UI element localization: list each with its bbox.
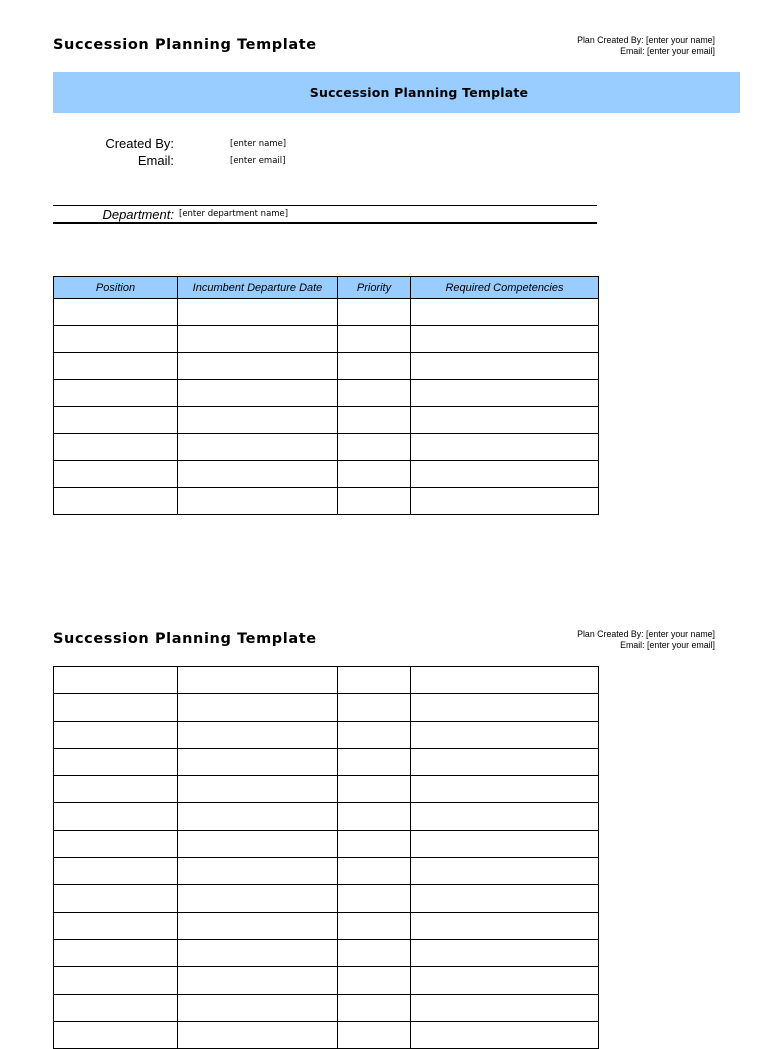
department-bottom-rule	[53, 222, 597, 224]
table-row	[54, 299, 599, 326]
table-row	[54, 803, 599, 830]
priority-cell[interactable]	[338, 488, 411, 515]
priority-cell[interactable]	[338, 326, 411, 353]
competencies-cell[interactable]	[411, 380, 599, 407]
competencies-cell[interactable]	[411, 353, 599, 380]
priority-cell[interactable]	[338, 1021, 411, 1048]
page2-created-by-text: Plan Created By: [enter your name]	[577, 629, 715, 639]
departure-date-cell[interactable]	[178, 721, 338, 748]
table-row	[54, 434, 599, 461]
competencies-cell[interactable]	[411, 721, 599, 748]
competencies-cell[interactable]	[411, 803, 599, 830]
position-cell[interactable]	[54, 1021, 178, 1048]
column-header-priority: Priority	[338, 277, 411, 299]
priority-cell[interactable]	[338, 830, 411, 857]
succession-table-body	[54, 299, 599, 515]
departure-date-cell[interactable]	[178, 299, 338, 326]
priority-cell[interactable]	[338, 434, 411, 461]
table-row	[54, 326, 599, 353]
position-cell[interactable]	[54, 299, 178, 326]
departure-date-cell[interactable]	[178, 694, 338, 721]
departure-date-cell[interactable]	[178, 461, 338, 488]
departure-date-cell[interactable]	[178, 407, 338, 434]
competencies-cell[interactable]	[411, 858, 599, 885]
departure-date-cell[interactable]	[178, 488, 338, 515]
priority-cell[interactable]	[338, 353, 411, 380]
page2-creator-block	[577, 629, 715, 651]
table-row	[54, 353, 599, 380]
page2-email-text: Email: [enter your email]	[620, 640, 715, 650]
competencies-cell[interactable]	[411, 830, 599, 857]
table-row	[54, 667, 599, 694]
position-cell[interactable]	[54, 434, 178, 461]
priority-cell[interactable]	[338, 667, 411, 694]
position-cell[interactable]	[54, 407, 178, 434]
table-row	[54, 994, 599, 1021]
priority-cell[interactable]	[338, 776, 411, 803]
position-cell[interactable]	[54, 912, 178, 939]
competencies-cell[interactable]	[411, 1021, 599, 1048]
competencies-cell[interactable]	[411, 885, 599, 912]
plan-creator-block	[577, 35, 715, 57]
banner-title: Succession Planning Template	[309, 85, 529, 100]
competencies-cell[interactable]	[411, 776, 599, 803]
competencies-cell[interactable]	[411, 994, 599, 1021]
priority-cell[interactable]	[338, 407, 411, 434]
departure-date-cell[interactable]	[178, 803, 338, 830]
departure-date-cell[interactable]	[178, 434, 338, 461]
position-cell[interactable]	[54, 885, 178, 912]
column-header-position: Position	[54, 277, 178, 299]
departure-date-cell[interactable]	[178, 380, 338, 407]
department-value[interactable]: [enter department name]	[179, 209, 289, 219]
position-cell[interactable]	[54, 326, 178, 353]
priority-cell[interactable]	[338, 721, 411, 748]
table-row	[54, 488, 599, 515]
priority-cell[interactable]	[338, 299, 411, 326]
position-cell[interactable]	[54, 830, 178, 857]
priority-cell[interactable]	[338, 461, 411, 488]
competencies-cell[interactable]	[411, 939, 599, 966]
position-cell[interactable]	[54, 858, 178, 885]
departure-date-cell[interactable]	[178, 830, 338, 857]
departure-date-cell[interactable]	[178, 1021, 338, 1048]
priority-cell[interactable]	[338, 939, 411, 966]
column-header-departure-date: Incumbent Departure Date	[178, 277, 338, 299]
table-row	[54, 461, 599, 488]
priority-cell[interactable]	[338, 380, 411, 407]
position-cell[interactable]	[54, 967, 178, 994]
priority-cell[interactable]	[338, 994, 411, 1021]
competencies-cell[interactable]	[411, 667, 599, 694]
departure-date-cell[interactable]	[178, 667, 338, 694]
plan-email-text: Email: [enter your email]	[620, 46, 715, 56]
competencies-cell[interactable]	[411, 326, 599, 353]
departure-date-cell[interactable]	[178, 967, 338, 994]
table-row	[54, 407, 599, 434]
table-row	[54, 1021, 599, 1048]
created-by-value[interactable]: [enter name]	[230, 139, 287, 149]
departure-date-cell[interactable]	[178, 748, 338, 775]
competencies-cell[interactable]	[411, 461, 599, 488]
competencies-cell[interactable]	[411, 488, 599, 515]
page-title: Succession Planning Template	[53, 37, 317, 53]
position-cell[interactable]	[54, 748, 178, 775]
created-by-label: Created By:	[105, 136, 174, 151]
column-header-competencies: Required Competencies	[411, 277, 599, 299]
table-header-row	[54, 277, 599, 299]
table-row	[54, 776, 599, 803]
competencies-cell[interactable]	[411, 694, 599, 721]
department-label: Department:	[102, 207, 174, 222]
page2-title: Succession Planning Template	[53, 631, 317, 647]
departure-date-cell[interactable]	[178, 939, 338, 966]
position-cell[interactable]	[54, 461, 178, 488]
departure-date-cell[interactable]	[178, 912, 338, 939]
priority-cell[interactable]	[338, 885, 411, 912]
priority-cell[interactable]	[338, 967, 411, 994]
email-value[interactable]: [enter email]	[230, 156, 286, 166]
position-cell[interactable]	[54, 939, 178, 966]
table-row	[54, 939, 599, 966]
position-cell[interactable]	[54, 667, 178, 694]
competencies-cell[interactable]	[411, 967, 599, 994]
position-cell[interactable]	[54, 994, 178, 1021]
priority-cell[interactable]	[338, 748, 411, 775]
table-row	[54, 748, 599, 775]
priority-cell[interactable]	[338, 694, 411, 721]
position-cell[interactable]	[54, 776, 178, 803]
competencies-cell[interactable]	[411, 748, 599, 775]
table-row	[54, 885, 599, 912]
position-cell[interactable]	[54, 721, 178, 748]
departure-date-cell[interactable]	[178, 885, 338, 912]
position-cell[interactable]	[54, 694, 178, 721]
table-row	[54, 858, 599, 885]
priority-cell[interactable]	[338, 803, 411, 830]
departure-date-cell[interactable]	[178, 858, 338, 885]
table-row	[54, 912, 599, 939]
email-label: Email:	[137, 153, 174, 168]
competencies-cell[interactable]	[411, 912, 599, 939]
page2-table	[53, 666, 599, 1049]
departure-date-cell[interactable]	[178, 326, 338, 353]
departure-date-cell[interactable]	[178, 353, 338, 380]
priority-cell[interactable]	[338, 912, 411, 939]
table-row	[54, 830, 599, 857]
plan-created-by-text: Plan Created By: [enter your name]	[577, 35, 715, 45]
departure-date-cell[interactable]	[178, 776, 338, 803]
priority-cell[interactable]	[338, 858, 411, 885]
succession-table	[53, 276, 599, 515]
competencies-cell[interactable]	[411, 299, 599, 326]
position-cell[interactable]	[54, 488, 178, 515]
page2-table-body	[54, 667, 599, 1049]
position-cell[interactable]	[54, 380, 178, 407]
table-row	[54, 694, 599, 721]
position-cell[interactable]	[54, 353, 178, 380]
table-row	[54, 380, 599, 407]
competencies-cell[interactable]	[411, 407, 599, 434]
title-banner	[53, 72, 740, 113]
table-row	[54, 967, 599, 994]
position-cell[interactable]	[54, 803, 178, 830]
department-top-rule	[53, 205, 597, 206]
competencies-cell[interactable]	[411, 434, 599, 461]
departure-date-cell[interactable]	[178, 994, 338, 1021]
table-row	[54, 721, 599, 748]
